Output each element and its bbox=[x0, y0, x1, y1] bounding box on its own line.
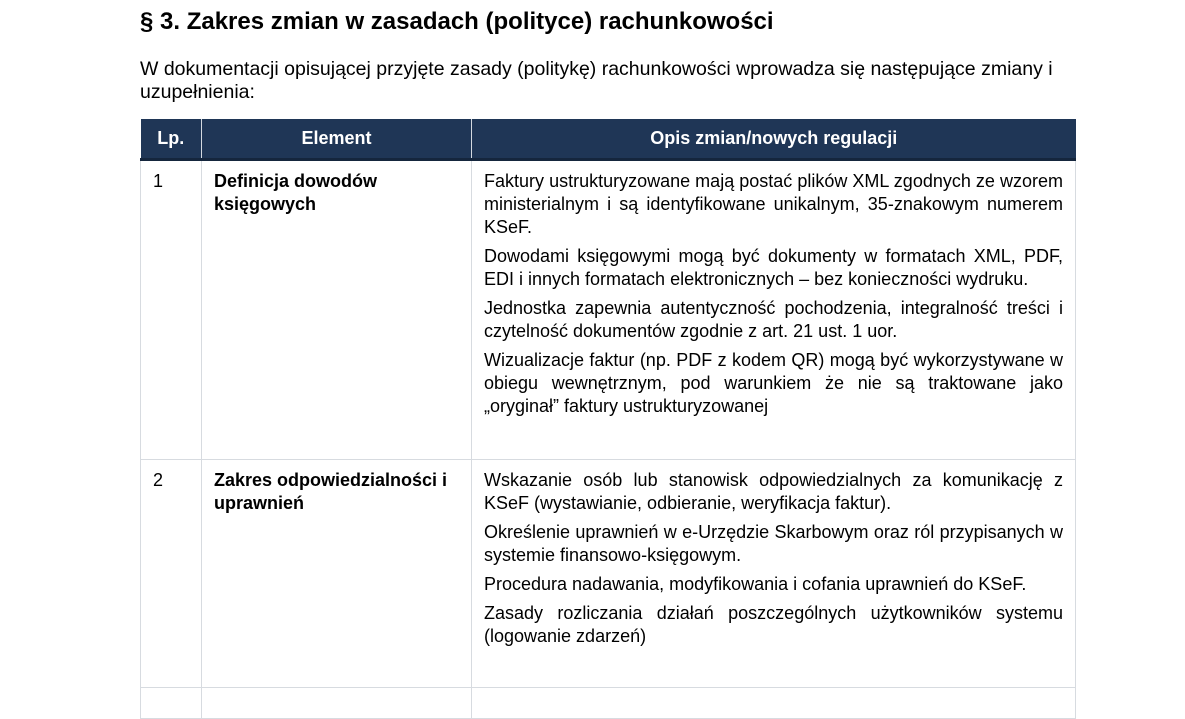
description-paragraph: Określenie uprawnień w e-Urzędzie Skarbowym oraz ról przypisanych w systemie finansowo-księgowym. bbox=[484, 522, 1063, 565]
section-heading: § 3. Zakres zmian w zasadach (polityce) rachunkowości bbox=[140, 8, 774, 35]
table-row bbox=[141, 160, 1076, 460]
row-description bbox=[472, 460, 1076, 688]
policy-changes-table bbox=[140, 119, 1076, 719]
description-paragraph: Jednostka zapewnia autentyczność pochodzenia, integralność treści i czytelność dokumentów zgodnie z art. 21 ust. 1 uor. bbox=[484, 298, 1063, 341]
column-header-lp: Lp. bbox=[141, 119, 202, 160]
row-number: 1 bbox=[141, 160, 202, 460]
row-number: 2 bbox=[141, 460, 202, 688]
intro-paragraph: W dokumentacji opisującej przyjęte zasady (politykę) rachunkowości wprowadza się następujące zmiany i uzupełnienia: bbox=[140, 58, 1053, 103]
description-paragraph: Procedura nadawania, modyfikowania i cofania uprawnień do KSeF. bbox=[484, 574, 1027, 594]
table-row-partial bbox=[141, 688, 1076, 719]
description-paragraph: Dowodami księgowymi mogą być dokumenty w formatach XML, PDF, EDI i innych formatach elektronicznych – bez konieczności wydruku. bbox=[484, 246, 1063, 289]
description-paragraph: Faktury ustrukturyzowane mają postać plików XML zgodnych ze wzorem ministerialnym i są identyfikowane unikalnym, 35-znakowym numerem KSeF. bbox=[484, 171, 1063, 237]
empty-cell bbox=[472, 688, 1076, 719]
empty-cell bbox=[141, 688, 202, 719]
row-element: Definicja dowodów księgowych bbox=[202, 160, 472, 460]
table-row bbox=[141, 460, 1076, 688]
row-element: Zakres odpowiedzialności i uprawnień bbox=[202, 460, 472, 688]
row-description bbox=[472, 160, 1076, 460]
description-paragraph: Wizualizacje faktur (np. PDF z kodem QR) mogą być wykorzystywane w obiegu wewnętrznym, pod warunkiem że nie są traktowane jako „oryginał” faktury ustrukturyzowanej bbox=[484, 350, 1063, 416]
column-header-element: Element bbox=[202, 119, 472, 160]
empty-cell bbox=[202, 688, 472, 719]
table-header-row bbox=[141, 119, 1076, 160]
description-paragraph: Wskazanie osób lub stanowisk odpowiedzialnych za komunikację z KSeF (wystawianie, odbieranie, weryfikacja faktur). bbox=[484, 470, 1063, 513]
column-header-description: Opis zmian/nowych regulacji bbox=[472, 119, 1076, 160]
description-paragraph: Zasady rozliczania działań poszczególnych użytkowników systemu (logowanie zdarzeń) bbox=[484, 603, 1063, 646]
